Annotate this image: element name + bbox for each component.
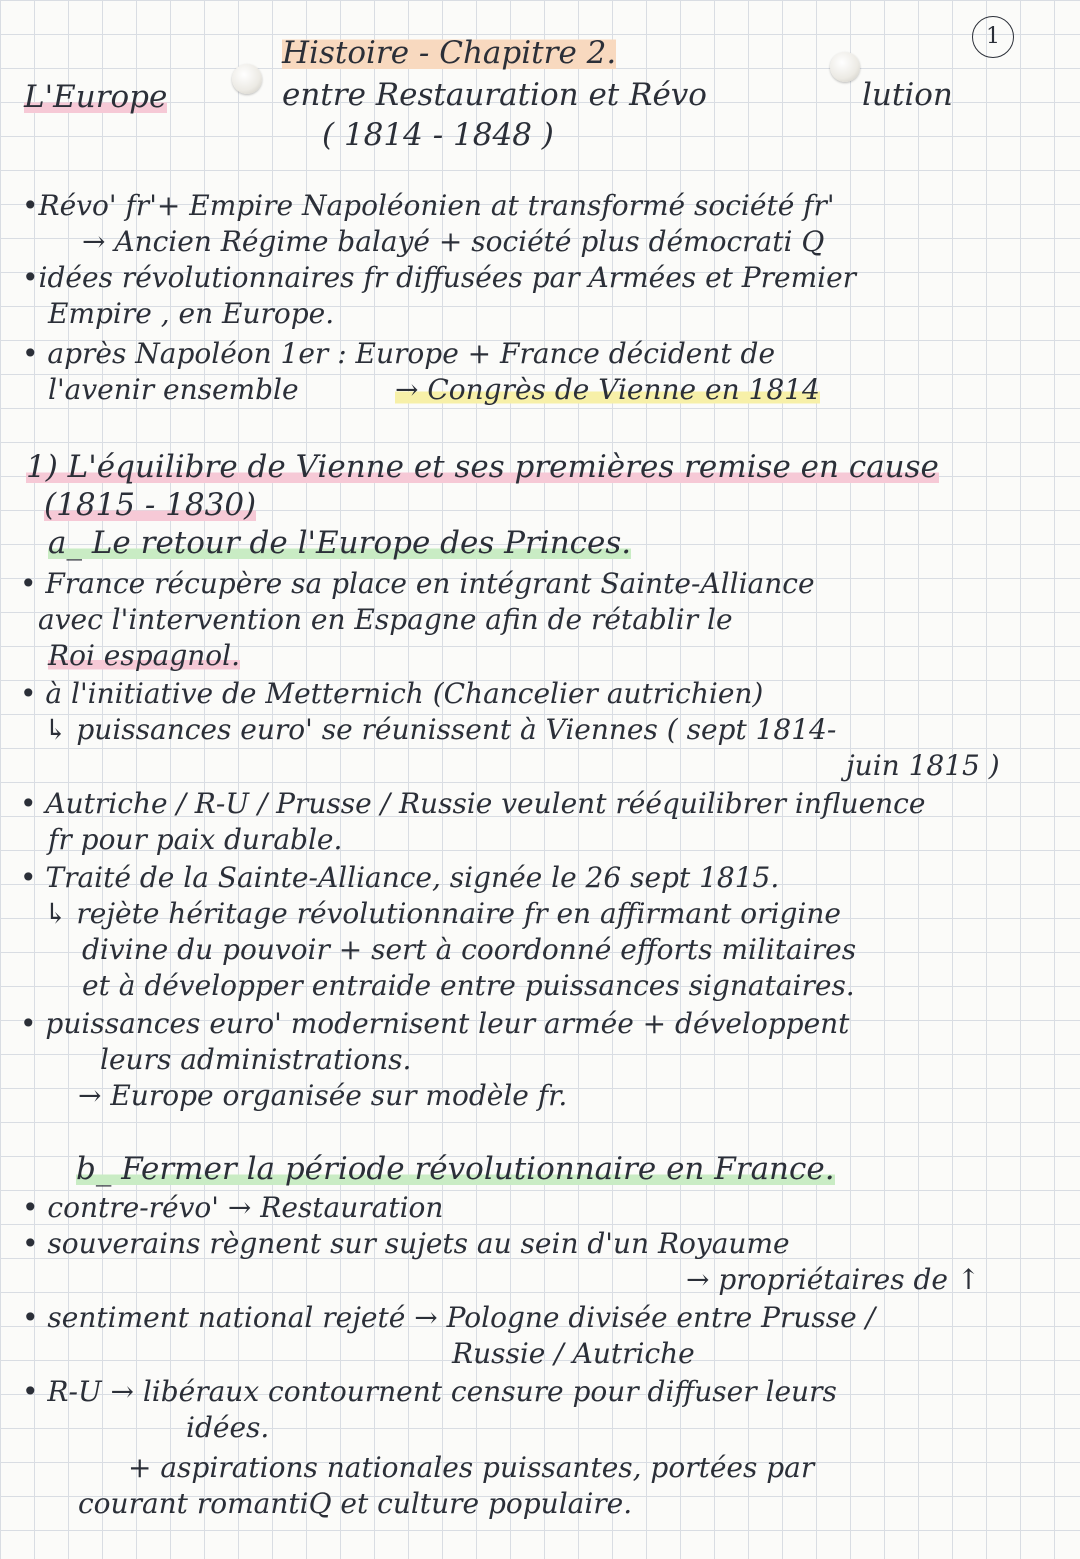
section-1-line: ↳ rejète héritage révolutionnaire fr en affirmant origine — [44, 897, 841, 930]
section-1-line: divine du pouvoir + sert à coordonné efforts militaires — [82, 933, 857, 966]
page-title-line2: entre Restauration et Révo — [282, 77, 707, 113]
section-1b-line: idées. — [186, 1411, 270, 1444]
intro-line: Empire , en Europe. — [48, 297, 335, 330]
section-1-line: et à développer entraide entre puissances signataires. — [82, 969, 855, 1002]
section-1-line: • puissances euro' modernisent leur armée + développent — [20, 1007, 850, 1040]
section-1b-line: • R-U → libéraux contournent censure pour diffuser leurs — [22, 1375, 837, 1408]
section-1-line: Roi espagnol. — [48, 639, 241, 672]
section-1-title: 1) L'équilibre de Vienne et ses premières remise en cause — [26, 449, 939, 485]
section-1-line: juin 1815 ) — [846, 749, 1000, 782]
section-1a-title: a_ Le retour de l'Europe des Princes. — [48, 525, 632, 561]
page-title: Histoire - Chapitre 2. — [282, 35, 617, 71]
section-1b-line: Russie / Autriche — [452, 1337, 695, 1370]
page-title-line2-end: lution — [862, 77, 953, 113]
section-1-line: • France récupère sa place en intégrant Sainte-Alliance — [20, 567, 815, 600]
punch-hole-left — [232, 64, 262, 94]
page-number: 1 — [972, 16, 1014, 58]
intro-line-congres: → Congrès de Vienne en 1814 — [395, 373, 820, 406]
section-1-line: • Autriche / R-U / Prusse / Russie veulent rééquilibrer influence — [20, 787, 926, 820]
intro-line: • après Napoléon 1er : Europe + France décident de — [22, 337, 776, 370]
intro-line: l'avenir ensemble — [48, 373, 299, 406]
intro-line: •idées révolutionnaires fr diffusées par Armées et Premier — [22, 261, 857, 294]
section-1-line: leurs administrations. — [100, 1043, 412, 1076]
section-1b-line: • souverains règnent sur sujets au sein d'un Royaume — [22, 1227, 790, 1260]
section-1-line: • à l'initiative de Metternich (Chancelier autrichien) — [20, 677, 764, 710]
page-title-dates: ( 1814 - 1848 ) — [322, 117, 554, 153]
section-1b-line: • contre-révo' → Restauration — [22, 1191, 444, 1224]
left-title: L'Europe — [24, 79, 168, 115]
intro-line: •Révo' fr'+ Empire Napoléonien at transformé société fr' — [22, 189, 835, 222]
intro-line: → Ancien Régime balayé + société plus démocrati Q — [82, 225, 825, 258]
section-1-dates: (1815 - 1830) — [44, 487, 257, 523]
section-1-line: → Europe organisée sur modèle fr. — [78, 1079, 568, 1112]
punch-hole-right — [830, 52, 860, 82]
section-1b-line: courant romantiQ et culture populaire. — [78, 1487, 633, 1520]
section-1-line: • Traité de la Sainte-Alliance, signée le 26 sept 1815. — [20, 861, 780, 894]
section-1b-line: + aspirations nationales puissantes, portées par — [128, 1451, 815, 1484]
section-1b-line: → propriétaires de ↑ — [686, 1263, 981, 1296]
section-1-line: avec l'intervention en Espagne afin de rétablir le — [38, 603, 733, 636]
section-1b-title: b_ Fermer la période révolutionnaire en France. — [76, 1151, 835, 1187]
section-1-line: ↳ puissances euro' se réunissent à Viennes ( sept 1814- — [44, 713, 837, 746]
section-1b-line: • sentiment national rejeté → Pologne divisée entre Prusse / — [22, 1301, 876, 1334]
section-1-line: fr pour paix durable. — [48, 823, 343, 856]
